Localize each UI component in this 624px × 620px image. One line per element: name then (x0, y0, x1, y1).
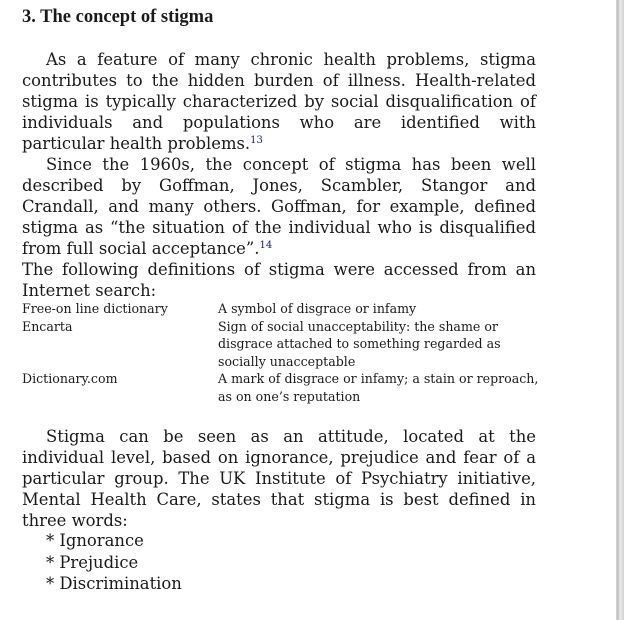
definition-source: Free-on line dictionary (22, 301, 168, 316)
list-item: * Discrimination (46, 574, 182, 593)
attitude-text (22, 426, 536, 531)
definition-row (22, 370, 542, 405)
paragraph-attitude: Stigma can be seen as an attitude, located at the individual level, based on ignorance, prejudice and fear of a particular group. The UK Institute of Psychiatry initiative, Mental Health Care, states that stigma is best defined in three words: (22, 427, 536, 530)
intro-text (22, 49, 536, 301)
definition-row (22, 300, 542, 318)
definitions-table (22, 300, 542, 405)
list-item: * Prejudice (46, 552, 139, 572)
definition-source: Dictionary.com (22, 371, 118, 386)
reference-13[interactable]: 13 (250, 135, 263, 146)
definition-text: Sign of social unacceptability: the shame or disgrace attached to something regarded as socially unacceptable (218, 318, 501, 369)
list-item: * Ignorance (46, 531, 144, 550)
paragraph-goffman-text: Since the 1960s, the concept of stigma has been well described by Goffman, Jones, Scambler, Stangor and Crandall, and many others. Goffman, for example, defined stigma as “the situation of the individual who is disqualified from full social acceptance”. (22, 155, 536, 258)
definition-row (22, 318, 542, 371)
paragraph-burden (22, 49, 536, 154)
page-edge-shadow (616, 0, 624, 620)
definition-text: A symbol of disgrace or infamy (218, 301, 417, 316)
paragraph-goffman-tail: The following definitions of stigma were accessed from an Internet search: (22, 260, 536, 300)
three-words-list (46, 530, 182, 595)
paragraph-burden-text: As a feature of many chronic health problems, stigma contributes to the hidden burden of illness. Health-related stigma is typically characterized by social disqualification of individuals and populations who are identified with particular health problems. (22, 50, 536, 153)
paragraph-goffman (22, 154, 536, 259)
definition-source: Encarta (22, 318, 73, 334)
section-heading: 3. The concept of stigma (22, 7, 214, 27)
definition-text: A mark of disgrace or infamy; a stain or reproach, as on one’s reputation (218, 371, 539, 404)
reference-14[interactable]: 14 (259, 240, 273, 251)
